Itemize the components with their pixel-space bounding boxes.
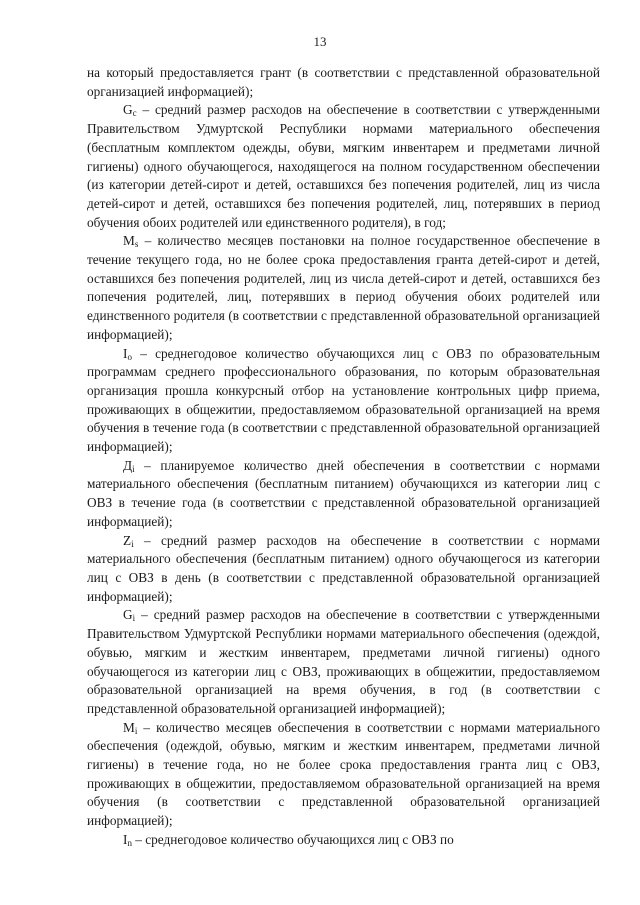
paragraph-definition-gc (87, 101, 600, 232)
paragraph-text: на который предоставляется грант (в соответствии с представленной образовательной организацией информацией); (87, 65, 600, 99)
paragraph-definition-io (87, 345, 600, 457)
paragraph-text: – среднегодовое количество обучающихся лиц с ОВЗ по образовательным программам среднего профессионального образования, по которым образовательная организация прошла конкурсный отбор на установление контрольных цифр приема, проживающих в общежитии, предоставляемом образовательной организацией на время обучения в течение года (в соответствии с представленной образовательной организацией информацией); (87, 345, 600, 455)
paragraph-definition-di (87, 457, 600, 532)
paragraph-text: – количество месяцев обеспечения в соответствии с нормами материального обеспечения (одеждой, обувью, мягким и жестким инвентарем, предметами личной гигиены) в течение года, но не более срока предоставления гранта лиц с ОВЗ, проживающих в общежитии, предоставляемом образовательной организацией на время обучения (в соответствии с представленной образовательной организацией информацией); (87, 719, 600, 829)
formula-symbol: $G_i$ (123, 607, 136, 624)
paragraph-text: – среднегодовое количество обучающихся лиц с ОВЗ по (131, 831, 454, 847)
page-number: 13 (313, 34, 327, 49)
paragraph-definition-in (87, 831, 600, 850)
paragraph-definition-mi (87, 719, 600, 831)
paragraph-text: – планируемое количество дней обеспечения в соответствии с нормами материального обеспечения (бесплатным питанием) обучающихся из категории лиц с ОВЗ в течение года (в соответствии с представленной образовательной организацией информацией); (87, 457, 600, 529)
paragraph-continuation (87, 64, 600, 101)
paragraph-text: – средний размер расходов на обеспечение в соответствии с нормами материального обеспечения (бесплатным питанием) одного обучающегося из категории лиц с ОВЗ в день (в соответствии с представленной образовательной организацией информацией); (87, 532, 600, 604)
formula-symbol: $G_c$ (123, 102, 137, 119)
formula-symbol: $Д_i$ (123, 457, 135, 474)
document-body (87, 64, 600, 850)
formula-symbol: $I_n$ (123, 831, 132, 848)
paragraph-text: – количество месяцев постановки на полное государственное обеспечение в течение текущего года, но не более срока предоставления гранта детей-сирот и детей, оставшихся без попечения родителей, лиц из числа детей-сирот и детей, оставшихся без попечения родителей, лиц, потерявших в период обучения обоих родителей или единственного родителя (в соответствии с представленной образовательной организацией информацией); (87, 233, 600, 342)
paragraph-definition-gi (87, 606, 600, 718)
formula-symbol: $Z_i$ (123, 532, 134, 549)
formula-symbol: $I_o$ (123, 345, 132, 362)
paragraph-definition-zi (87, 532, 600, 607)
formula-symbol: $M_s$ (123, 233, 139, 250)
paragraph-text: – средний размер расходов на обеспечение в соответствии с утвержденными Правительством Удмуртской Республики нормами материального обеспечения (бесплатным комплектом одежды, обуви, мягким инвентарем и предметами личной гигиены) одного обучающегося, находящегося на полном государственном обеспечении (из категории детей-сирот и детей, оставшихся без попечения родителей, лиц из числа детей-сирот и детей, оставшихся без попечения родителей, лиц, потерявших в период обучения обоих родителей или единственного родителя), в год; (87, 102, 600, 230)
paragraph-definition-ms (87, 232, 600, 344)
paragraph-text: – средний размер расходов на обеспечение в соответствии с утвержденными Правительством Удмуртской Республики нормами материального обеспечения (одеждой, обувью, мягким и жестким инвентарем, предметами личной гигиены) одного обучающегося из категории лиц с ОВЗ, проживающих в общежитии, предоставляемом образовательной организацией на время обучения, в год (в соответствии с представленной образовательной организацией информацией); (87, 607, 600, 716)
formula-symbol: $M_i$ (123, 719, 138, 736)
